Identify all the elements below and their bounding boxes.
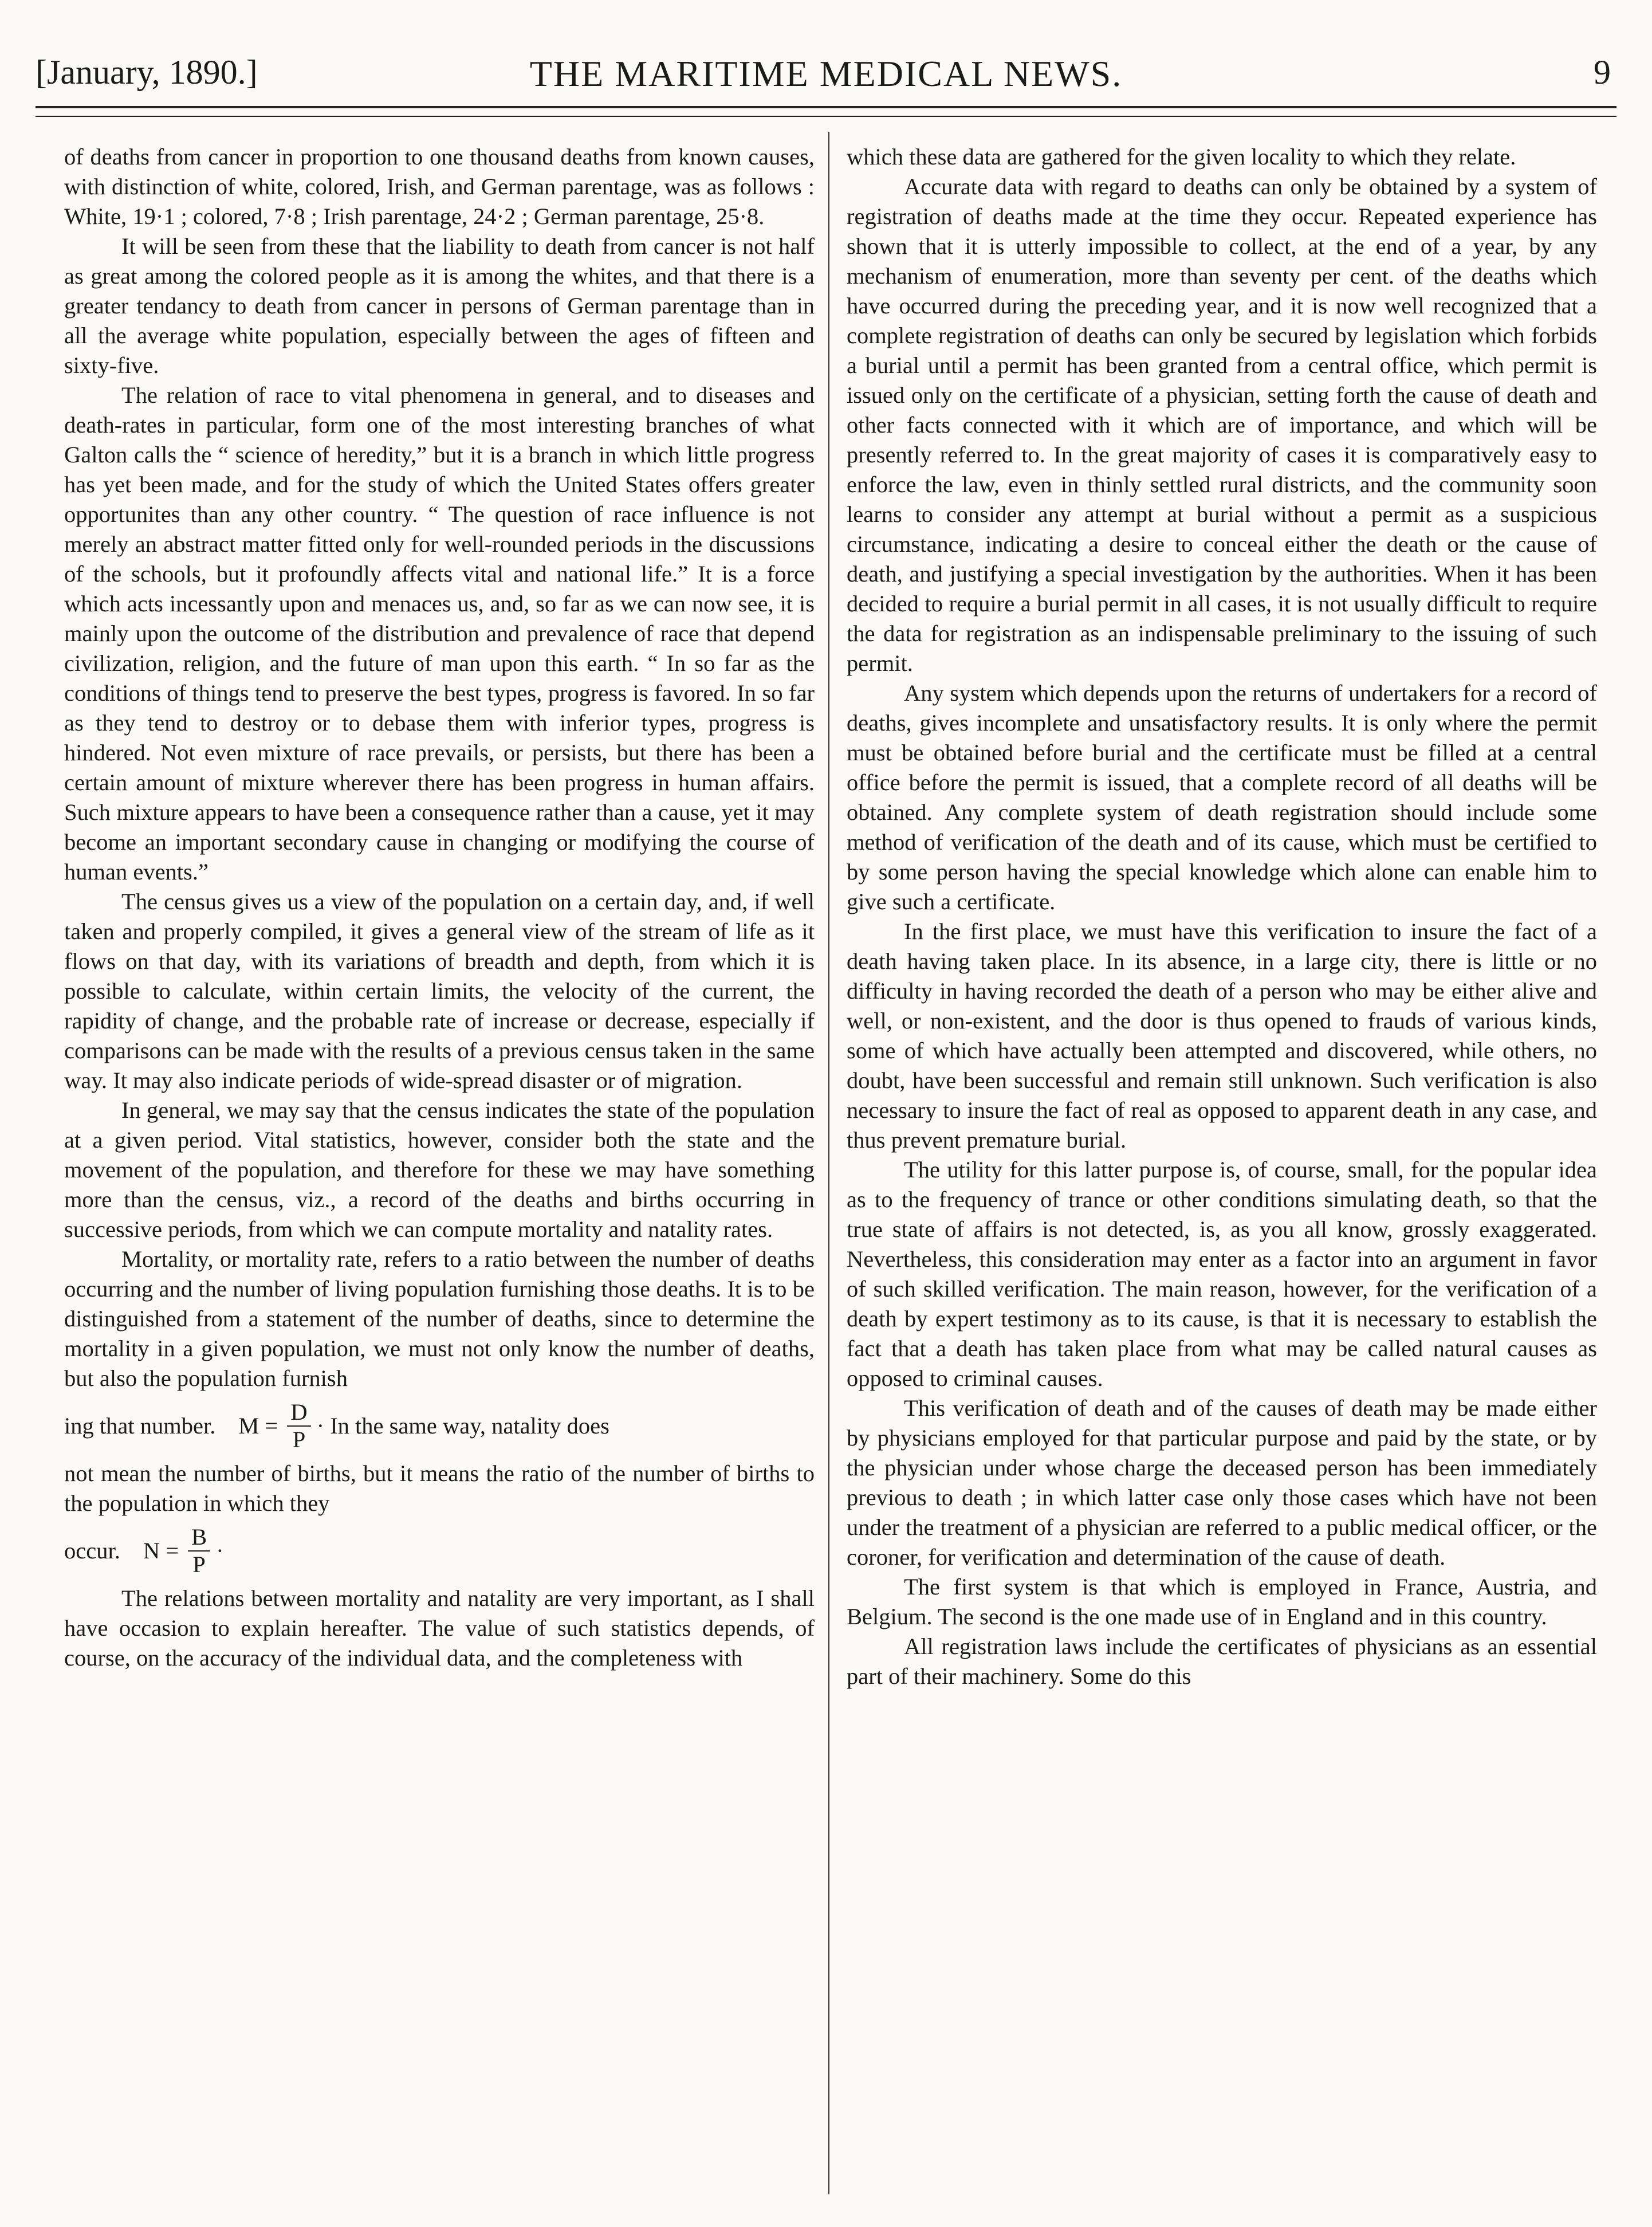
paragraph: In general, we may say that the census indicates the state of the population at a given period. Vital statistics, however, consider both the state and the movement of the population, and therefore for these we may have something more than the census, viz., a record of the deaths and births occurring in successive periods, from which we can compute mortality and natality rates. [64,1097,815,1242]
right-column [847,142,1597,1691]
formula-denominator: P [292,1427,306,1452]
paragraph: not mean the number of births, but it means the ratio of the number of births to the population in which they [64,1460,815,1516]
formula-fraction [287,1399,310,1453]
paragraph: All registration laws include the certificates of physicians as an essential part of their machinery. Some do this [847,1633,1597,1689]
formula-fraction [188,1524,210,1578]
header-rule-thick [36,106,1616,108]
paragraph: The relation of race to vital phenomena in general, and to diseases and death-rates in particular, form one of the most interesting branches of what Galton calls the “ science of heredity,” but it is a branch in which little progress has yet been made, and for the study of which the United States offers greater opportunites than any other country. “ The question of race influence is not merely an abstract matter fitted only for well-rounded periods in the discussions of the schools, but it profoundly affects vital and national life.” It is a force which acts incessantly upon and menaces us, and, so far as we can now see, it is mainly upon the outcome of the distribution and prevalence of race that depend civilization, religion, and the future of man upon this earth. “ In so far as the conditions of things tend to preserve the best types, progress is favored. In so far as they tend to destroy or to debase them with inferior types, progress is hindered. Not even mixture of race prevails, or persists, but there has been a certain amount of mixture wherever there has been progress in human affairs. Such mixture appears to have been a consequence rather than a cause, yet it may become an important secondary cause in changing or modifying the course of human events.” [64,382,815,885]
formula-denominator: P [192,1552,206,1577]
left-column [64,142,815,1673]
page-number: 9 [1594,53,1611,91]
paragraph: which these data are gathered for the given locality to which they relate. [847,144,1516,170]
paragraph: Mortality, or mortality rate, refers to a ratio between the number of deaths occurring and the number of living population furnishing those deaths. It is to be distinguished from a statement of the number of deaths, since to determine the mortality in a given population, we must not only know the number of deaths, but also the population furnish [64,1246,815,1391]
header-rule-thin [36,116,1616,117]
paragraph: The relations between mortality and natality are very important, as I shall have occasion to explain hereafter. The value of such statistics depends, of course, on the accuracy of the individual data, and the completeness with [64,1585,815,1671]
column-divider [828,132,829,2194]
paragraph: of deaths from cancer in proportion to one thousand deaths from known causes, with distinction of white, colored, Irish, and German parentage, was as follows : White, 19·1 ; colored, 7·8 ; Irish parentage, 24·2 ; German parentage, 25·8. [64,144,815,229]
paragraph: Accurate data with regard to deaths can only be obtained by a system of registration of deaths made at the time they occur. Repeated experience has shown that it is utterly impossible to collect, at the end of a year, by any mechanism of enumeration, more than seventy per cent. of the deaths which have occurred during the preceding year, and it is now well recognized that a complete registration of deaths can only be secured by legislation which forbids a burial until a permit has been granted from a central office, which permit is issued only on the certificate of a physician, setting forth the cause of death and other facts connected with it which are of importance, and which will be presently referred to. In the great majority of cases it is comparatively easy to enforce the law, even in thinly settled rural districts, and the community soon learns to consider any attempt at burial without a permit as a suspicious circumstance, indicating a desire to conceal either the death or the cause of death, and justifying a special investigation by the authorities. When it has been decided to require a burial permit in all cases, it is not usually difficult to require the data for registration as an indispensable preliminary to the issuing of such permit. [847,174,1597,676]
formula-trail-text: · In the same way, natality does [316,1413,609,1439]
formula-numerator: B [188,1524,210,1552]
paragraph: This verification of death and of the causes of death may be made either by physicians employed for that particular purpose and paid by the state, or by the physician under whose charge the deceased person has been immediately previous to death ; in which latter case only those cases which have not been under the treatment of a physician are referred to a public medical officer, or the coroner, for verification and determination of the cause of death. [847,1395,1597,1570]
formula-lead-text: occur. [64,1538,120,1564]
formula-numerator: D [287,1399,310,1427]
issue-date: [January, 1890.] [36,53,258,91]
formula-lhs: M = [238,1413,278,1439]
mortality-formula [64,1399,815,1453]
paragraph: It will be seen from these that the liability to death from cancer is not half as great among the colored people as it is among the whites, and that there is a greater tendancy to death from cancer in persons of German parentage than in all the average white population, especially between the ages of fifteen and sixty-five. [64,233,815,378]
journal-title: THE MARITIME MEDICAL NEWS. [529,53,1123,94]
paragraph: In the first place, we must have this verification to insure the fact of a death having taken place. In its absence, in a large city, there is little or no difficulty in having recorded the death of a person who may be either alive and well, or non-existent, and the door is thus opened to frauds of various kinds, some of which have actually been attempted and discovered, while others, no doubt, have been successful and remain still unknown. Such verification is also necessary to insure the fact of real as opposed to apparent death in any case, and thus prevent premature burial. [847,918,1597,1153]
paragraph: The census gives us a view of the population on a certain day, and, if well taken and properly compiled, it gives a general view of the stream of life as it flows on that day, with its variations of breadth and depth, from which it is possible to calculate, within certain limits, the velocity of the current, the rapidity of change, and the probable rate of increase or decrease, especially if comparisons can be made with the results of a previous census taken in the same way. It may also indicate periods of wide-spread disaster or of migration. [64,889,815,1093]
page-header [36,53,1616,110]
formula-trail-text: · [216,1538,224,1564]
formula-lhs: N = [143,1538,179,1564]
paragraph: Any system which depends upon the returns of undertakers for a record of deaths, gives incomplete and unsatisfactory results. It is only where the permit must be obtained before burial and the certificate must be filled at a central office before the permit is issued, that a complete record of all deaths will be obtained. Any complete system of death registration should include some method of verification of the death and of its cause, which must be certified to by some person having the special knowledge which alone can enable him to give such a certificate. [847,680,1597,914]
formula-lead-text: ing that number. [64,1413,216,1439]
natality-formula [64,1524,815,1578]
paragraph: The utility for this latter purpose is, of course, small, for the popular idea as to the frequency of trance or other conditions simulating death, so that the true state of affairs is not detected, is, as you all know, grossly exaggerated. Nevertheless, this consideration may enter as a factor into an argument in favor of such skilled verification. The main reason, however, for the verification of a death by expert testimony as to its cause, is that it is necessary to establish the fact that a death has taken place from what may be called natural causes as opposed to criminal causes. [847,1157,1597,1391]
paragraph: The first system is that which is employed in France, Austria, and Belgium. The second is the one made use of in England and in this country. [847,1574,1597,1629]
